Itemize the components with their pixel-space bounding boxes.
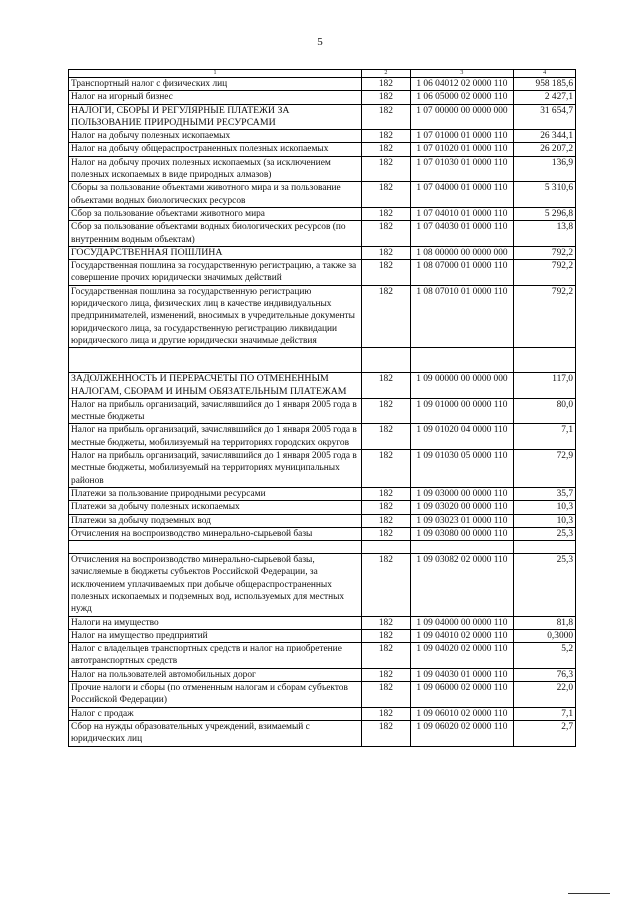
row-admin-code: 182 xyxy=(362,260,411,286)
table-row xyxy=(69,285,576,347)
row-admin-code: 182 xyxy=(362,501,411,514)
row-budget-code: 1 07 04010 01 0000 110 xyxy=(410,207,513,220)
row-budget-code: 1 09 00000 00 0000 000 xyxy=(410,373,513,399)
table-row xyxy=(69,707,576,720)
row-budget-code: 1 09 04010 02 0000 110 xyxy=(410,629,513,642)
row-amount: 26 344,1 xyxy=(514,130,576,143)
row-amount: 5 310,6 xyxy=(514,182,576,208)
row-budget-code: 1 09 06010 02 0000 110 xyxy=(410,707,513,720)
row-name: Сбор на нужды образовательных учреждений, взимаемый с юридических лиц xyxy=(69,720,362,746)
column-number: 1 xyxy=(69,70,362,78)
row-name: Платежи за добычу подземных вод xyxy=(69,514,362,527)
row-name: Государственная пошлина за государственную регистрацию юридического лица, физических лиц в качестве индивидуальных предпринимателей, изменений, вносимых в учредительные документы юридического лица, за государственную регистрацию ликвидации юридического лица и другие юридически значимые действия xyxy=(69,285,362,347)
column-number-row xyxy=(69,70,576,78)
row-amount: 25,3 xyxy=(514,527,576,540)
row-budget-code: 1 06 04012 02 0000 110 xyxy=(410,78,513,91)
row-admin-code: 182 xyxy=(362,130,411,143)
row-budget-code: 1 09 04000 00 0000 110 xyxy=(410,616,513,629)
table-row xyxy=(69,246,576,259)
table-row xyxy=(69,682,576,708)
table-row xyxy=(69,514,576,527)
row-amount: 5 296,8 xyxy=(514,207,576,220)
row-name: Прочие налоги и сборы (по отмененным налогам и сборам субъектов Российской Федерации) xyxy=(69,682,362,708)
row-amount: 7,1 xyxy=(514,424,576,450)
row-name: Отчисления на воспроизводство минерально-сырьевой базы xyxy=(69,527,362,540)
table-row xyxy=(69,373,576,399)
table-row xyxy=(69,527,576,540)
row-admin-code: 182 xyxy=(362,629,411,642)
column-number: 4 xyxy=(514,70,576,78)
row-name: Налог на добычу общераспространенных полезных ископаемых xyxy=(69,143,362,156)
row-amount: 72,9 xyxy=(514,450,576,488)
row-amount: 2 427,1 xyxy=(514,91,576,104)
table-row xyxy=(69,450,576,488)
row-name: Налог на прибыль организаций, зачислявшийся до 1 января 2005 года в местные бюджеты, мобилизуемый на территориях муниципальных районов xyxy=(69,450,362,488)
row-admin-code: 182 xyxy=(362,182,411,208)
row-budget-code: 1 09 06000 02 0000 110 xyxy=(410,682,513,708)
table-row xyxy=(69,424,576,450)
row-amount: 31 654,7 xyxy=(514,104,576,130)
section-heading: ГОСУДАРСТВЕННАЯ ПОШЛИНА xyxy=(69,246,362,259)
row-amount: 0,3000 xyxy=(514,629,576,642)
row-admin-code: 182 xyxy=(362,221,411,247)
row-name: Налог на имущество предприятий xyxy=(69,629,362,642)
row-budget-code: 1 07 01020 01 0000 110 xyxy=(410,143,513,156)
row-admin-code: 182 xyxy=(362,643,411,669)
row-budget-code: 1 07 00000 00 0000 000 xyxy=(410,104,513,130)
row-name: Транспортный налог с физических лиц xyxy=(69,78,362,91)
spacer-row xyxy=(69,541,576,554)
row-amount: 81,8 xyxy=(514,616,576,629)
column-number: 3 xyxy=(410,70,513,78)
table-row xyxy=(69,487,576,500)
row-admin-code: 182 xyxy=(362,207,411,220)
footer-rule xyxy=(568,893,610,894)
section-heading: ЗАДОЛЖЕННОСТЬ И ПЕРЕРАСЧЕТЫ ПО ОТМЕНЕННЫМ НАЛОГАМ, СБОРАМ И ИНЫМ ОБЯЗАТЕЛЬНЫМ ПЛАТЕЖАМ xyxy=(69,373,362,399)
row-budget-code: 1 07 01030 01 0000 110 xyxy=(410,156,513,182)
table-row xyxy=(69,616,576,629)
row-budget-code: 1 09 03020 00 0000 110 xyxy=(410,501,513,514)
table-row xyxy=(69,668,576,681)
table-row xyxy=(69,629,576,642)
table-row xyxy=(69,221,576,247)
row-budget-code: 1 08 07000 01 0000 110 xyxy=(410,260,513,286)
table-row xyxy=(69,720,576,746)
row-admin-code: 182 xyxy=(362,143,411,156)
row-admin-code: 182 xyxy=(362,707,411,720)
row-admin-code: 182 xyxy=(362,424,411,450)
row-amount: 22,0 xyxy=(514,682,576,708)
row-budget-code: 1 09 03023 01 0000 110 xyxy=(410,514,513,527)
row-admin-code: 182 xyxy=(362,616,411,629)
empty-cell xyxy=(362,348,411,373)
table-row xyxy=(69,643,576,669)
table-row xyxy=(69,104,576,130)
row-amount: 80,0 xyxy=(514,398,576,424)
empty-cell xyxy=(514,348,576,373)
row-amount: 25,3 xyxy=(514,554,576,616)
row-name: Налог на добычу полезных ископаемых xyxy=(69,130,362,143)
row-amount: 76,3 xyxy=(514,668,576,681)
row-admin-code: 182 xyxy=(362,668,411,681)
row-budget-code: 1 09 01000 00 0000 110 xyxy=(410,398,513,424)
table-row xyxy=(69,554,576,616)
row-name: Сборы за пользование объектами животного мира и за пользование объектами водных биологических ресурсов xyxy=(69,182,362,208)
row-name: Налог на игорный бизнес xyxy=(69,91,362,104)
row-name: Сбор за пользование объектами водных биологических ресурсов (по внутренним водным объектам) xyxy=(69,221,362,247)
row-amount: 5,2 xyxy=(514,643,576,669)
empty-cell xyxy=(410,348,513,373)
row-name: Налог на прибыль организаций, зачислявшийся до 1 января 2005 года в местные бюджеты xyxy=(69,398,362,424)
row-amount: 2,7 xyxy=(514,720,576,746)
row-amount: 792,2 xyxy=(514,246,576,259)
row-admin-code: 182 xyxy=(362,246,411,259)
row-budget-code: 1 07 01000 01 0000 110 xyxy=(410,130,513,143)
row-admin-code: 182 xyxy=(362,450,411,488)
row-admin-code: 182 xyxy=(362,514,411,527)
row-name: Налог на пользователей автомобильных дорог xyxy=(69,668,362,681)
table-row xyxy=(69,182,576,208)
row-name: Налог на прибыль организаций, зачислявшийся до 1 января 2005 года в местные бюджеты, мобилизуемый на территориях городских округов xyxy=(69,424,362,450)
row-budget-code: 1 09 03000 00 0000 110 xyxy=(410,487,513,500)
table-row xyxy=(69,78,576,91)
row-admin-code: 182 xyxy=(362,720,411,746)
row-amount: 792,2 xyxy=(514,260,576,286)
table-row xyxy=(69,156,576,182)
row-name: Налог с владельцев транспортных средств и налог на приобретение автотранспортных средств xyxy=(69,643,362,669)
row-budget-code: 1 09 04030 01 0000 110 xyxy=(410,668,513,681)
column-number: 2 xyxy=(362,70,411,78)
empty-cell xyxy=(69,348,362,373)
row-amount: 10,3 xyxy=(514,514,576,527)
row-name: Налоги на имущество xyxy=(69,616,362,629)
empty-cell xyxy=(362,541,411,554)
empty-cell xyxy=(69,541,362,554)
row-admin-code: 182 xyxy=(362,156,411,182)
row-admin-code: 182 xyxy=(362,527,411,540)
row-admin-code: 182 xyxy=(362,91,411,104)
row-admin-code: 182 xyxy=(362,285,411,347)
row-amount: 35,7 xyxy=(514,487,576,500)
row-amount: 13,8 xyxy=(514,221,576,247)
row-budget-code: 1 09 06020 02 0000 110 xyxy=(410,720,513,746)
row-name: Платежи за пользование природными ресурсами xyxy=(69,487,362,500)
row-budget-code: 1 08 00000 00 0000 000 xyxy=(410,246,513,259)
revenue-table xyxy=(68,69,576,747)
table-row xyxy=(69,207,576,220)
row-admin-code: 182 xyxy=(362,682,411,708)
row-amount: 26 207,2 xyxy=(514,143,576,156)
row-name: Налог с продаж xyxy=(69,707,362,720)
page-number: 5 xyxy=(317,36,323,48)
row-amount: 10,3 xyxy=(514,501,576,514)
row-budget-code: 1 08 07010 01 0000 110 xyxy=(410,285,513,347)
row-name: Государственная пошлина за государственную регистрацию, а также за совершение прочих юридически значимых действий xyxy=(69,260,362,286)
row-admin-code: 182 xyxy=(362,78,411,91)
row-amount: 136,9 xyxy=(514,156,576,182)
row-budget-code: 1 09 03082 02 0000 110 xyxy=(410,554,513,616)
row-admin-code: 182 xyxy=(362,398,411,424)
table-row xyxy=(69,91,576,104)
row-amount: 792,2 xyxy=(514,285,576,347)
row-admin-code: 182 xyxy=(362,554,411,616)
row-admin-code: 182 xyxy=(362,104,411,130)
row-budget-code: 1 07 04000 01 0000 110 xyxy=(410,182,513,208)
row-name: Платежи за добычу полезных ископаемых xyxy=(69,501,362,514)
spacer-row xyxy=(69,348,576,373)
empty-cell xyxy=(410,541,513,554)
row-admin-code: 182 xyxy=(362,487,411,500)
row-budget-code: 1 09 03080 00 0000 110 xyxy=(410,527,513,540)
row-name: Сбор за пользование объектами животного мира xyxy=(69,207,362,220)
row-budget-code: 1 07 04030 01 0000 110 xyxy=(410,221,513,247)
row-budget-code: 1 06 05000 02 0000 110 xyxy=(410,91,513,104)
table-row xyxy=(69,260,576,286)
table-row xyxy=(69,398,576,424)
row-budget-code: 1 09 01030 05 0000 110 xyxy=(410,450,513,488)
row-name: Налог на добычу прочих полезных ископаемых (за исключением полезных ископаемых в виде природных алмазов) xyxy=(69,156,362,182)
section-heading: НАЛОГИ, СБОРЫ И РЕГУЛЯРНЫЕ ПЛАТЕЖИ ЗА ПОЛЬЗОВАНИЕ ПРИРОДНЫМИ РЕСУРСАМИ xyxy=(69,104,362,130)
row-budget-code: 1 09 04020 02 0000 110 xyxy=(410,643,513,669)
empty-cell xyxy=(514,541,576,554)
row-budget-code: 1 09 01020 04 0000 110 xyxy=(410,424,513,450)
row-amount: 7,1 xyxy=(514,707,576,720)
row-admin-code: 182 xyxy=(362,373,411,399)
row-name: Отчисления на воспроизводство минерально-сырьевой базы, зачисляемые в бюджеты субъектов Российской Федерации, за исключением уплачиваемых при добыче общераспространенных полезных ископаемых и подземных вод, используемых для местных нужд xyxy=(69,554,362,616)
table-row xyxy=(69,130,576,143)
table-row xyxy=(69,501,576,514)
table-row xyxy=(69,143,576,156)
row-amount: 117,0 xyxy=(514,373,576,399)
row-amount: 958 185,6 xyxy=(514,78,576,91)
